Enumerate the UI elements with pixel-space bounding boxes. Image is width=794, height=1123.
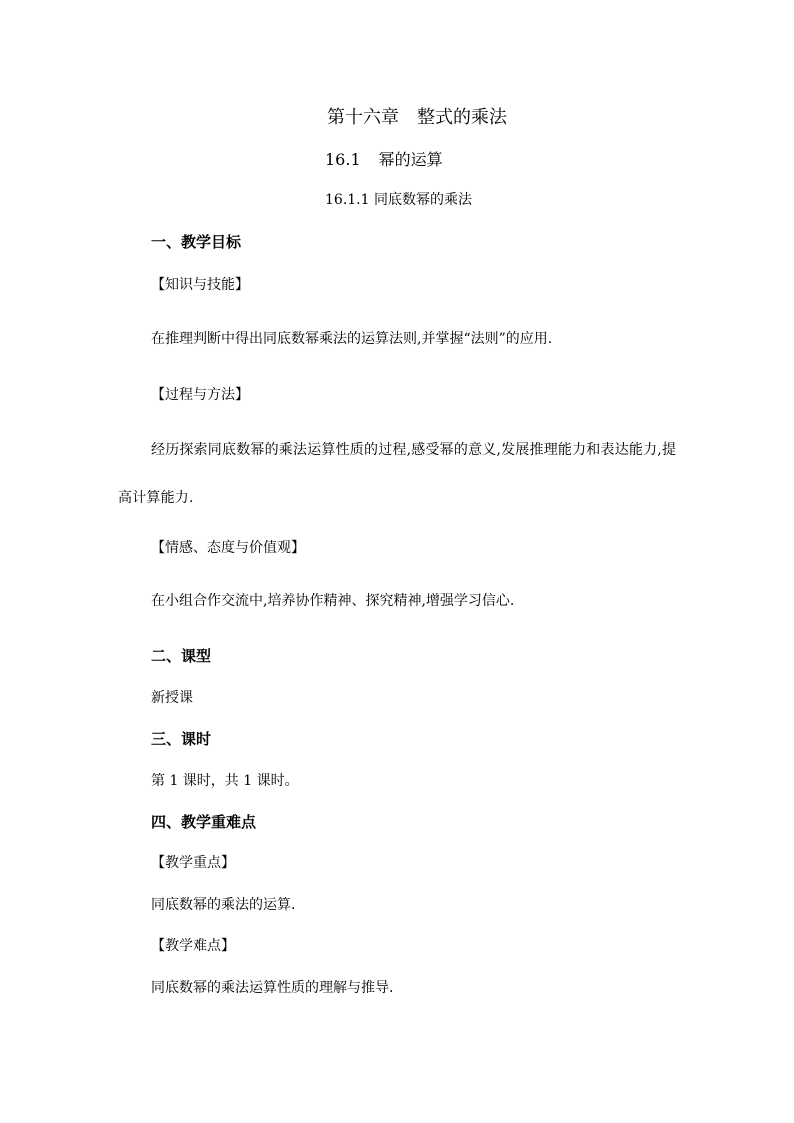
key-point-label: 【教学重点】 — [151, 855, 235, 871]
lesson-type-text: 新授课 — [151, 690, 193, 706]
section-title — [325, 152, 443, 168]
objectives-heading: 一、教学目标 — [151, 233, 242, 251]
key-point-text: 同底数幂的乘法的运算. — [151, 897, 296, 913]
subsection-title: 16.1.1 同底数幂的乘法 — [325, 192, 472, 208]
section-number: 16.1 — [325, 150, 361, 169]
difficult-point-text: 同底数幂的乘法运算性质的理解与推导. — [151, 980, 394, 996]
class-hours-text: 第 1 课时，共 1 课时。 — [151, 773, 299, 789]
knowledge-text: 在推理判断中得出同底数幂乘法的运算法则,并掌握“法则”的应用. — [151, 331, 553, 347]
key-points-heading: 四、教学重难点 — [151, 813, 257, 831]
lesson-type-heading: 二、课型 — [151, 647, 212, 665]
chapter-title — [0, 109, 794, 127]
class-hours-heading: 三、课时 — [151, 730, 212, 748]
chapter-name: 整式的乘法 — [417, 107, 507, 128]
chapter-number: 第十六章 — [327, 107, 399, 128]
knowledge-label: 【知识与技能】 — [151, 277, 249, 293]
process-text: 经历探索同底数幂的乘法运算性质的过程,感受幂的意义,发展推理能力和表达能力,提高计算能力. — [118, 442, 677, 506]
emotion-label: 【情感、态度与价值观】 — [151, 540, 305, 556]
process-label: 【过程与方法】 — [151, 387, 249, 403]
section-name: 幂的运算 — [378, 150, 443, 169]
difficult-point-label: 【教学难点】 — [151, 938, 235, 954]
emotion-text: 在小组合作交流中,培养协作精神、探究精神,增强学习信心. — [151, 593, 515, 609]
